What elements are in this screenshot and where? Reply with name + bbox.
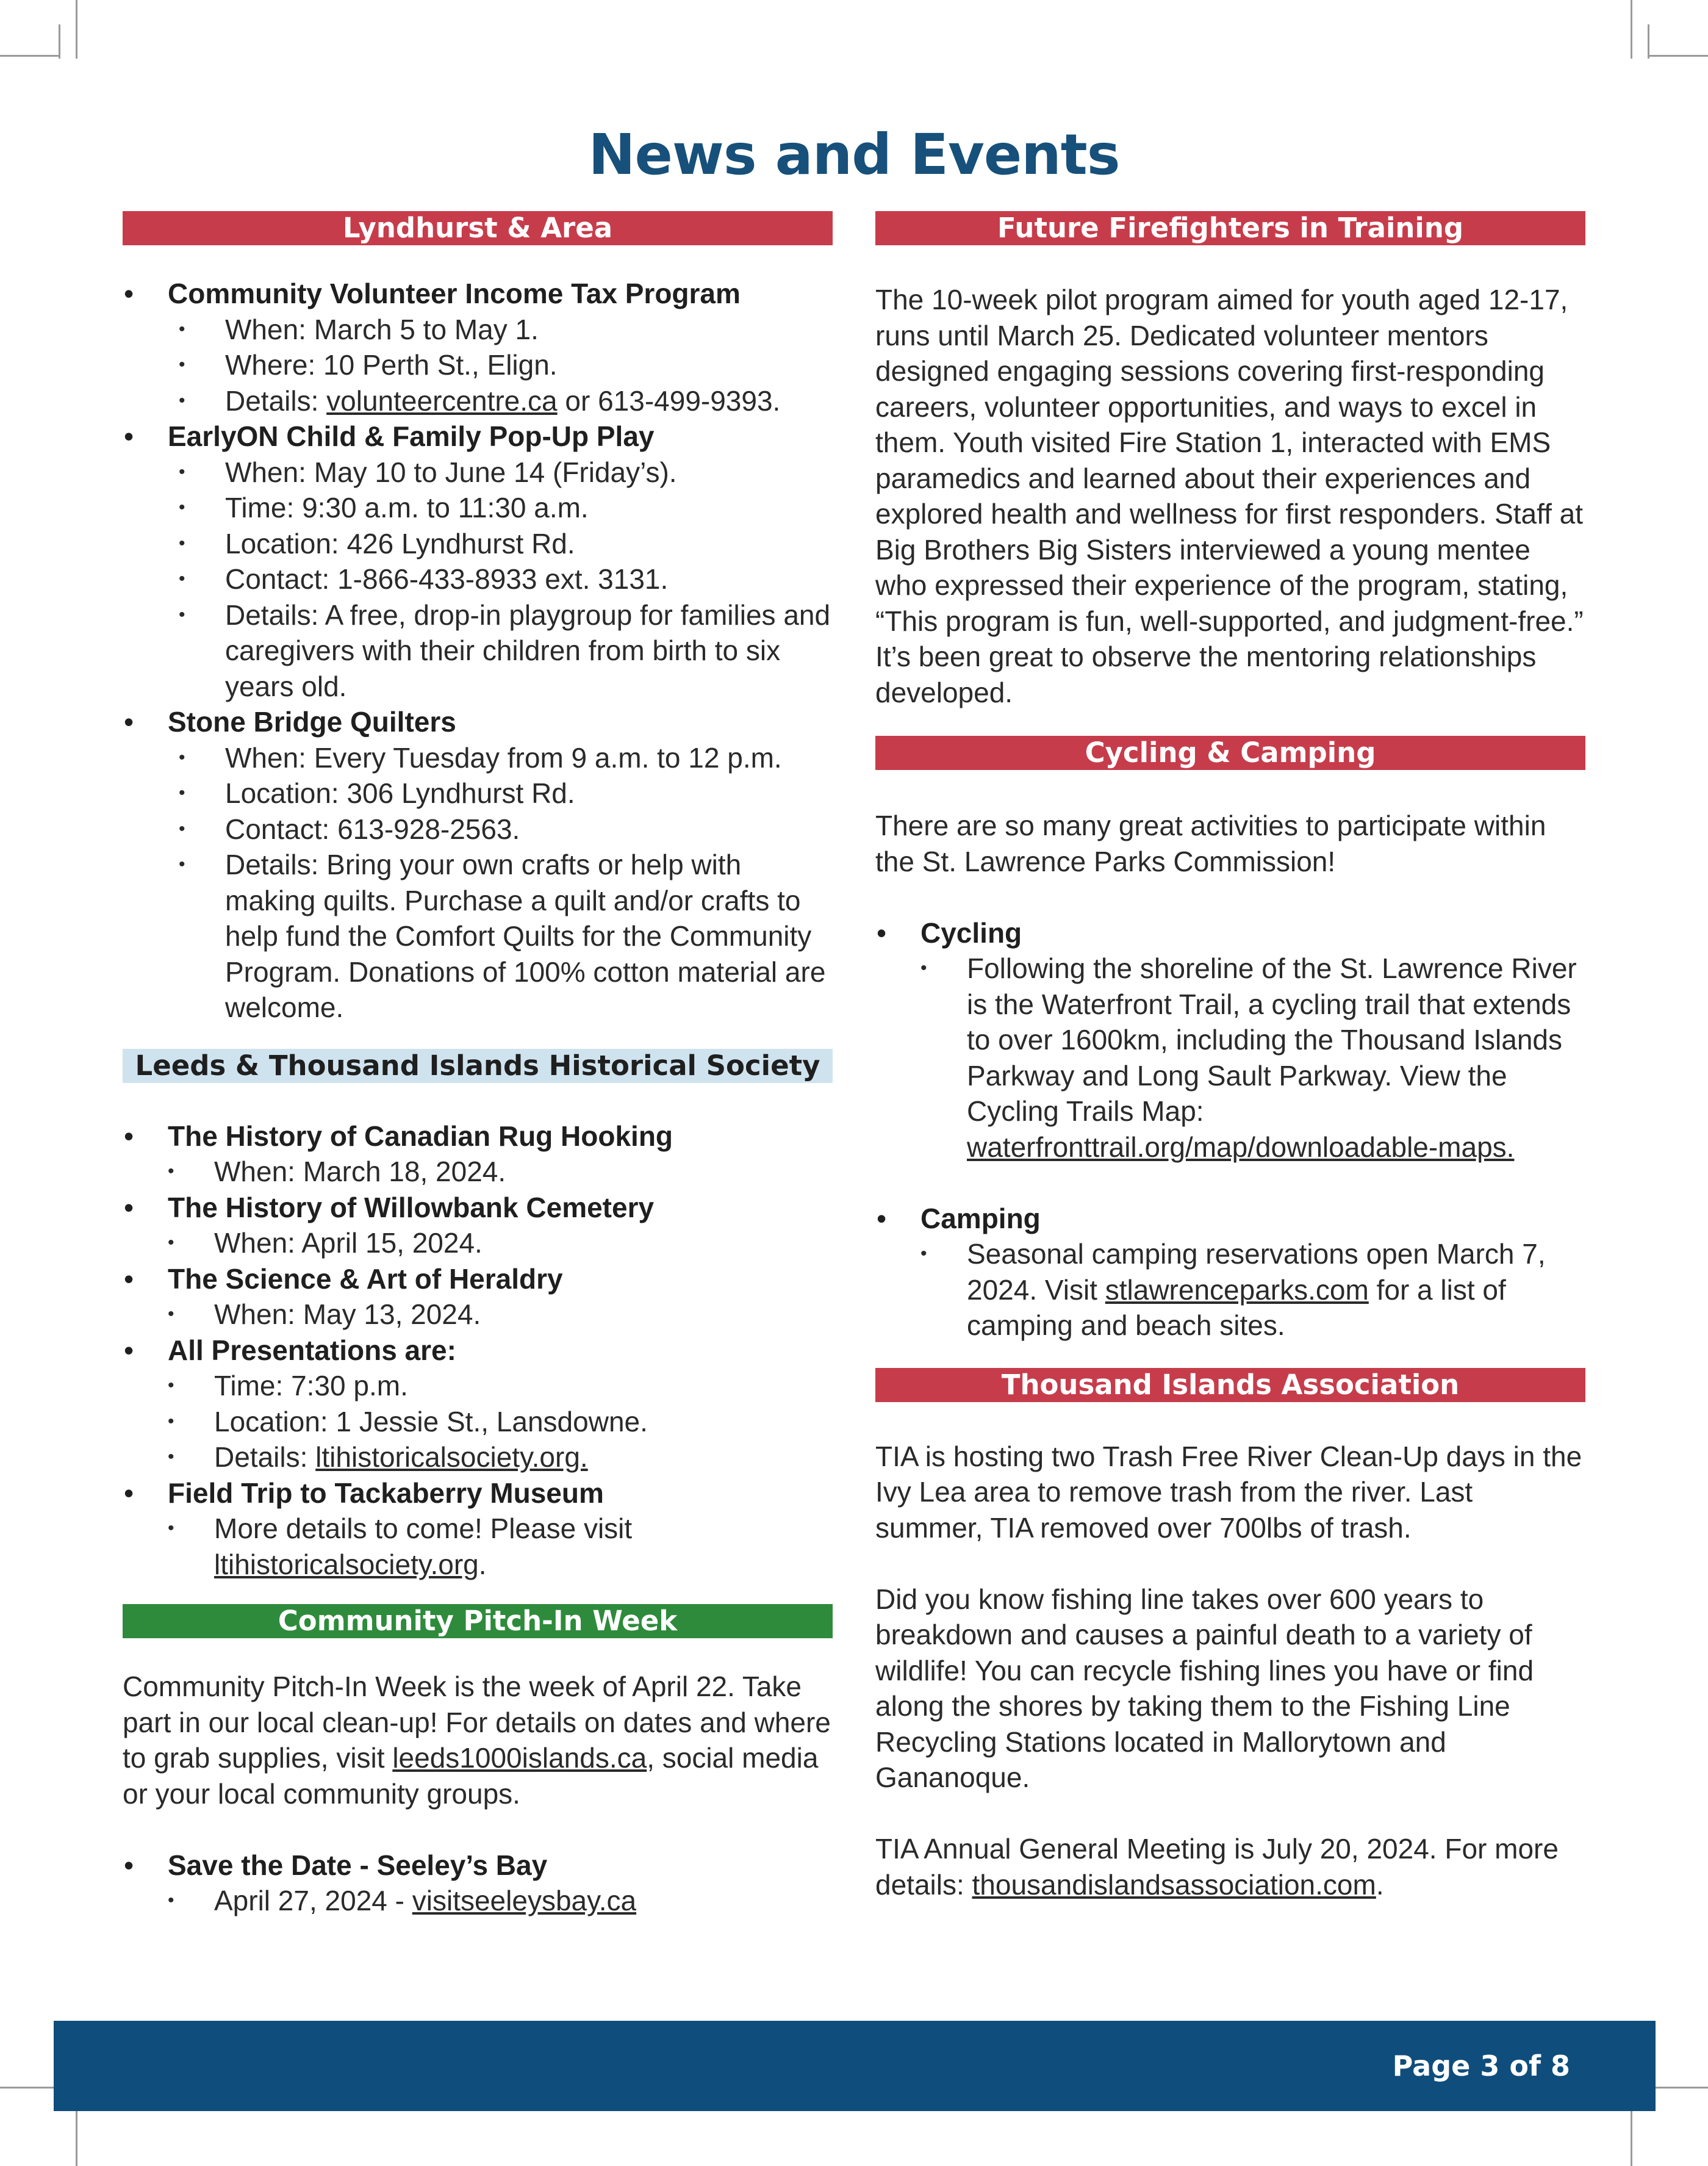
detail-line <box>168 1439 833 1475</box>
list-item <box>123 1333 833 1475</box>
detail-line: • Details: A free, drop-in playgroup for families and caregivers with their children from birth to six years old. <box>168 597 833 705</box>
section-heading-firefighters: Future Firefighters in Training <box>875 211 1585 245</box>
detail-text: . <box>478 1548 487 1580</box>
footer-bar <box>54 2021 1656 2111</box>
visitseeleysbay-link[interactable]: visitseeleysbay.ca <box>412 1885 637 1916</box>
detail-text: Following the shoreline of the St. Lawrence River is the Waterfront Trail, a cycling trail that extends to over 1600km, including the Thousand Islands Parkway and Long Sault Parkway. View the Cycling Trails Map: <box>967 952 1577 1127</box>
save-the-date-list <box>123 1848 833 1919</box>
detail-line: • Time: 7:30 p.m. <box>168 1368 833 1404</box>
item-title: • Camping <box>920 1202 1041 1234</box>
item-title: • Cycling <box>920 916 1022 949</box>
paragraph-text: Community Pitch-In Week is the week of April 22. Take part in our local clean-up! For details on dates and where to grab supplies, visit <box>123 1671 831 1774</box>
section-heading-tia: Thousand Islands Association <box>875 1368 1585 1402</box>
item-title: • Community Volunteer Income Tax Program <box>168 278 741 309</box>
detail-text: Seasonal camping reservations open March 7, 2024. Visit <box>967 1238 1546 1306</box>
detail-line: • When: May 10 to June 14 (Friday’s). <box>168 455 833 491</box>
detail-text: More details to come! Please visit <box>214 1513 633 1544</box>
thousandislandsassociation-link[interactable]: thousandislandsassociation.com <box>972 1868 1376 1901</box>
section-heading-historical: Leeds & Thousand Islands Historical Society <box>123 1049 833 1083</box>
leeds1000islands-link[interactable]: leeds1000islands.ca <box>392 1742 647 1774</box>
list-item <box>123 704 833 1026</box>
list-item <box>123 1848 833 1919</box>
list-item <box>123 1261 833 1333</box>
detail-line <box>920 951 1585 1165</box>
tia-paragraph <box>875 1831 1585 1902</box>
detail-text: Details: <box>214 1441 316 1473</box>
detail-text: or 613-499-9393. <box>557 384 781 417</box>
list-item <box>875 1201 1585 1344</box>
detail-line <box>920 1236 1585 1344</box>
detail-line <box>168 1511 833 1582</box>
crop-mark <box>1649 2087 1708 2089</box>
crop-mark <box>0 2087 59 2089</box>
list-item <box>875 915 1585 1165</box>
crop-mark <box>1649 55 1708 57</box>
detail-line: • Contact: 613-928-2563. <box>168 811 833 847</box>
camping-list <box>875 1201 1585 1344</box>
paragraph-text: TIA Annual General Meeting is July 20, 2024. For more details: <box>875 1833 1559 1901</box>
item-title: • EarlyON Child & Family Pop-Up Play <box>168 420 655 452</box>
item-title: • Stone Bridge Quilters <box>168 706 456 738</box>
crop-mark <box>0 55 59 57</box>
section-heading-lyndhurst: Lyndhurst & Area <box>123 211 833 245</box>
left-column <box>123 211 833 1919</box>
detail-text: for a list of camping and beach sites. <box>967 1273 1506 1341</box>
item-title: • Field Trip to Tackaberry Museum <box>168 1477 604 1509</box>
tia-paragraph: Did you know fishing line takes over 600 years to breakdown and causes a painful death to a variety of wildlife! You can recycle fishing lines you have or find along the shores by taking them to the Fishing Line Recycling Stations located in Mallorytown and Gananoque. <box>875 1583 1534 1793</box>
item-title: • The History of Willowbank Cemetery <box>168 1191 655 1223</box>
crop-mark <box>76 2107 77 2166</box>
paragraph-text: , social media or your local community groups. <box>123 1742 819 1810</box>
section-heading-cycling: Cycling & Camping <box>875 736 1585 770</box>
historical-list <box>123 1118 833 1583</box>
list-item <box>123 1475 833 1583</box>
detail-line: • When: March 5 to May 1. <box>168 312 833 348</box>
detail-line <box>168 1883 833 1919</box>
waterfronttrail-link[interactable]: waterfronttrail.org/map/downloadable-maps. <box>967 1131 1515 1163</box>
list-item <box>123 1118 833 1190</box>
crop-mark <box>76 0 77 59</box>
historical-society-link[interactable]: ltihistoricalsociety.org. <box>315 1441 588 1473</box>
item-title: • All Presentations are: <box>168 1334 456 1366</box>
crop-mark <box>1631 0 1632 59</box>
item-title: • Save the Date - Seeley’s Bay <box>168 1849 548 1881</box>
detail-line <box>168 383 833 419</box>
detail-line: • Time: 9:30 a.m. to 11:30 a.m. <box>168 490 833 526</box>
detail-line: • When: May 13, 2024. <box>168 1297 833 1333</box>
crop-mark <box>59 24 60 59</box>
volunteercentre-link[interactable]: volunteercentre.ca <box>326 384 558 417</box>
cycling-list <box>875 915 1585 1165</box>
detail-line: • When: Every Tuesday from 9 a.m. to 12 p.m. <box>168 740 833 776</box>
firefighters-paragraph: The 10-week pilot program aimed for youth aged 12-17, runs until March 25. Dedicated volunteer mentors designed engaging sessions covering first-responding careers, volunteer opportunities, and ways to excel in them. Youth visited Fire Station 1, interacted with EMS paramedics and learned about their experiences and explored health and wellness for first responders. Staff at Big Brothers Big Sisters interviewed a young mentee who expressed their experience of the program, stating, “This program is fun, well-supported, and judgment-free.” It’s been great to observe the mentoring relationships developed. <box>875 284 1584 708</box>
lyndhurst-list <box>123 276 833 1026</box>
crop-mark <box>1631 2107 1632 2166</box>
stlawrenceparks-link[interactable]: stlawrenceparks.com <box>1105 1273 1369 1306</box>
item-title: • The History of Canadian Rug Hooking <box>168 1120 673 1152</box>
page-title: News and Events <box>588 122 1120 187</box>
detail-line: • Details: Bring your own crafts or help with making quilts. Purchase a quilt and/or crafts to help fund the Comfort Quilts for the Community Program. Donations of 100% cotton material are welcome. <box>168 847 833 1026</box>
detail-line: • Location: 1 Jessie St., Lansdowne. <box>168 1404 833 1440</box>
detail-line: • When: March 18, 2024. <box>168 1154 833 1190</box>
page-number: Page 3 of 8 <box>1392 2049 1570 2082</box>
detail-line: • When: April 15, 2024. <box>168 1225 833 1261</box>
section-heading-pitchin: Community Pitch-In Week <box>123 1604 833 1638</box>
item-title: • The Science & Art of Heraldry <box>168 1262 563 1295</box>
pitchin-paragraph <box>123 1669 833 1812</box>
detail-line: • Contact: 1-866-433-8933 ext. 3131. <box>168 561 833 597</box>
right-column <box>875 211 1585 1902</box>
detail-line: • Location: 306 Lyndhurst Rd. <box>168 775 833 811</box>
detail-text: April 27, 2024 - <box>214 1885 412 1916</box>
historical-society-link[interactable]: ltihistoricalsociety.org <box>214 1548 479 1580</box>
list-item <box>123 419 833 704</box>
list-item <box>123 276 833 419</box>
detail-line: • Location: 426 Lyndhurst Rd. <box>168 526 833 562</box>
detail-line: • Where: 10 Perth St., Elign. <box>168 347 833 383</box>
detail-text: Details: <box>225 384 327 417</box>
crop-mark <box>1648 24 1649 59</box>
cycling-intro: There are so many great activities to participate within the St. Lawrence Parks Commission! <box>875 810 1546 877</box>
tia-paragraph: TIA is hosting two Trash Free River Clean-Up days in the Ivy Lea area to remove trash from the river. Last summer, TIA removed over 700lbs of trash. <box>875 1440 1582 1544</box>
paragraph-text: . <box>1376 1868 1384 1901</box>
list-item <box>123 1190 833 1261</box>
